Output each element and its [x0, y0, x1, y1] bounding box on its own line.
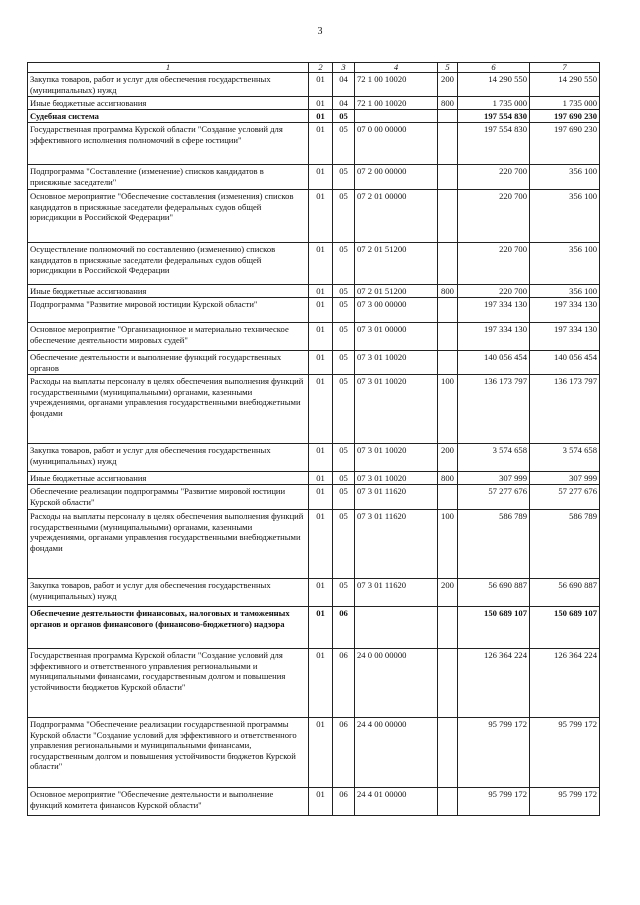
cell-target-article: 07 3 00 00000 [355, 298, 438, 323]
cell-expense-type: 200 [438, 73, 458, 97]
cell-sum-year-2: 197 690 230 [530, 123, 600, 165]
cell-sum-year-1: 57 277 676 [458, 485, 530, 510]
cell-name: Закупка товаров, работ и услуг для обеспечения государственных (муниципальных) нужд [28, 579, 309, 607]
table-row [28, 123, 600, 165]
cell-name: Расходы на выплаты персоналу в целях обеспечения выполнения функций государственными (муниципальными) органами, казенными учреждениями, органами управления государственными внебюджетными фондами [28, 510, 309, 579]
cell-sum-year-1: 586 789 [458, 510, 530, 579]
cell-name: Осуществление полномочий по составлению (изменению) списков кандидатов в присяжные заседатели федеральных судов общей юрисдикции в Российской Федерации [28, 243, 309, 285]
cell-expense-type [438, 351, 458, 375]
cell-sum-year-2: 14 290 550 [530, 73, 600, 97]
table-row [28, 579, 600, 607]
cell-subsection: 05 [333, 190, 355, 243]
cell-expense-type: 100 [438, 375, 458, 444]
cell-expense-type [438, 123, 458, 165]
cell-sum-year-1: 136 173 797 [458, 375, 530, 444]
cell-expense-type [438, 323, 458, 351]
cell-sum-year-1: 197 554 830 [458, 110, 530, 123]
cell-expense-type: 200 [438, 444, 458, 472]
table-row [28, 298, 600, 323]
cell-subsection: 05 [333, 444, 355, 472]
cell-expense-type: 800 [438, 97, 458, 110]
table-row [28, 607, 600, 649]
cell-section: 01 [309, 323, 333, 351]
cell-section: 01 [309, 243, 333, 285]
cell-section: 01 [309, 110, 333, 123]
cell-sum-year-2: 150 689 107 [530, 607, 600, 649]
cell-subsection: 05 [333, 510, 355, 579]
cell-sum-year-2: 197 690 230 [530, 110, 600, 123]
cell-section: 01 [309, 351, 333, 375]
cell-sum-year-1: 95 799 172 [458, 718, 530, 788]
table-row [28, 510, 600, 579]
cell-target-article: 07 3 01 10020 [355, 375, 438, 444]
cell-name: Подпрограмма "Обеспечение реализации государственной программы Курской области "Создание условий для эффективного и ответственного управления региональными и муниципальными финансами, государственным долгом и повышения устойчивости бюджетов Курской области" [28, 718, 309, 788]
cell-target-article: 07 2 01 51200 [355, 285, 438, 298]
table-row [28, 165, 600, 190]
table-row [28, 444, 600, 472]
cell-section: 01 [309, 649, 333, 718]
cell-subsection: 04 [333, 97, 355, 110]
cell-subsection: 05 [333, 243, 355, 285]
cell-name: Иные бюджетные ассигнования [28, 285, 309, 298]
cell-sum-year-1: 220 700 [458, 243, 530, 285]
cell-section: 01 [309, 285, 333, 298]
cell-section: 01 [309, 718, 333, 788]
cell-expense-type: 200 [438, 579, 458, 607]
cell-sum-year-2: 3 574 658 [530, 444, 600, 472]
table-row [28, 97, 600, 110]
cell-sum-year-2: 356 100 [530, 243, 600, 285]
cell-sum-year-2: 197 334 130 [530, 323, 600, 351]
cell-expense-type [438, 165, 458, 190]
cell-sum-year-1: 95 799 172 [458, 788, 530, 816]
table-row [28, 323, 600, 351]
cell-section: 01 [309, 607, 333, 649]
cell-sum-year-2: 197 334 130 [530, 298, 600, 323]
cell-subsection: 06 [333, 788, 355, 816]
cell-section: 01 [309, 97, 333, 110]
cell-target-article: 24 4 01 00000 [355, 788, 438, 816]
cell-name: Обеспечение деятельности и выполнение функций государственных органов [28, 351, 309, 375]
cell-sum-year-2: 126 364 224 [530, 649, 600, 718]
cell-subsection: 05 [333, 298, 355, 323]
cell-subsection: 05 [333, 485, 355, 510]
table-row [28, 788, 600, 816]
cell-sum-year-2: 56 690 887 [530, 579, 600, 607]
cell-target-article: 24 0 00 00000 [355, 649, 438, 718]
table-row [28, 485, 600, 510]
cell-section: 01 [309, 73, 333, 97]
cell-name: Государственная программа Курской области "Создание условий для эффективного и ответственного управления региональными и муниципальными финансами, государственным долгом и повышения устойчивости бюджетов Курской области" [28, 649, 309, 718]
cell-expense-type [438, 718, 458, 788]
cell-name: Государственная программа Курской области "Создание условий для эффективного исполнения полномочий в сфере юстиции" [28, 123, 309, 165]
column-header-expense-type: 5 [438, 63, 458, 73]
column-header-sum-year-2: 7 [530, 63, 600, 73]
cell-subsection: 05 [333, 579, 355, 607]
page-number: 3 [317, 26, 323, 37]
cell-target-article: 07 0 00 00000 [355, 123, 438, 165]
table-header-row [28, 63, 600, 73]
table-row [28, 73, 600, 97]
table-row [28, 649, 600, 718]
column-header-section: 2 [309, 63, 333, 73]
cell-section: 01 [309, 375, 333, 444]
cell-subsection: 05 [333, 123, 355, 165]
table-row [28, 351, 600, 375]
cell-name: Закупка товаров, работ и услуг для обеспечения государственных (муниципальных) нужд [28, 444, 309, 472]
cell-target-article: 07 3 01 10020 [355, 472, 438, 485]
cell-target-article [355, 110, 438, 123]
cell-sum-year-1: 220 700 [458, 165, 530, 190]
table-row [28, 375, 600, 444]
cell-subsection: 06 [333, 607, 355, 649]
cell-subsection: 05 [333, 110, 355, 123]
table-row [28, 472, 600, 485]
cell-expense-type [438, 298, 458, 323]
cell-expense-type: 800 [438, 472, 458, 485]
cell-target-article: 07 3 01 10020 [355, 351, 438, 375]
cell-sum-year-1: 220 700 [458, 285, 530, 298]
cell-expense-type [438, 607, 458, 649]
cell-sum-year-1: 197 334 130 [458, 298, 530, 323]
cell-sum-year-2: 57 277 676 [530, 485, 600, 510]
cell-section: 01 [309, 123, 333, 165]
cell-expense-type [438, 788, 458, 816]
cell-expense-type [438, 649, 458, 718]
cell-section: 01 [309, 579, 333, 607]
cell-target-article: 07 3 01 11620 [355, 510, 438, 579]
cell-subsection: 05 [333, 165, 355, 190]
cell-subsection: 05 [333, 285, 355, 298]
column-header-name: 1 [28, 63, 309, 73]
cell-name: Обеспечение реализации подпрограммы "Развитие мировой юстиции Курской области" [28, 485, 309, 510]
cell-target-article [355, 607, 438, 649]
cell-expense-type [438, 243, 458, 285]
column-header-sum-year-1: 6 [458, 63, 530, 73]
cell-section: 01 [309, 472, 333, 485]
cell-target-article: 72 1 00 10020 [355, 73, 438, 97]
cell-target-article: 07 3 01 10020 [355, 444, 438, 472]
table-row [28, 285, 600, 298]
cell-name: Расходы на выплаты персоналу в целях обеспечения выполнения функций государственными (муниципальными) органами, казенными учреждениями, органами управления государственными внебюджетными фондами [28, 375, 309, 444]
cell-expense-type [438, 485, 458, 510]
cell-sum-year-1: 126 364 224 [458, 649, 530, 718]
cell-name: Обеспечение деятельности финансовых, налоговых и таможенных органов и органов финансового (финансово-бюджетного) надзора [28, 607, 309, 649]
cell-sum-year-1: 220 700 [458, 190, 530, 243]
cell-sum-year-2: 95 799 172 [530, 788, 600, 816]
cell-sum-year-2: 356 100 [530, 165, 600, 190]
cell-expense-type [438, 190, 458, 243]
cell-name: Подпрограмма "Составление (изменение) списков кандидатов в присяжные заседатели" [28, 165, 309, 190]
cell-target-article: 07 3 01 11620 [355, 485, 438, 510]
cell-subsection: 06 [333, 718, 355, 788]
cell-sum-year-2: 356 100 [530, 285, 600, 298]
cell-sum-year-1: 307 999 [458, 472, 530, 485]
cell-name: Иные бюджетные ассигнования [28, 472, 309, 485]
cell-name: Подпрограмма "Развитие мировой юстиции Курской области" [28, 298, 309, 323]
table-body [28, 73, 600, 816]
cell-sum-year-2: 136 173 797 [530, 375, 600, 444]
cell-subsection: 05 [333, 375, 355, 444]
cell-name: Основное мероприятие "Обеспечение составления (изменения) списков кандидатов в присяжные заседатели федеральных судов общей юрисдикции в Российской Федерации" [28, 190, 309, 243]
cell-target-article: 07 3 01 00000 [355, 323, 438, 351]
cell-section: 01 [309, 190, 333, 243]
cell-sum-year-2: 307 999 [530, 472, 600, 485]
cell-sum-year-1: 140 056 454 [458, 351, 530, 375]
cell-section: 01 [309, 444, 333, 472]
cell-section: 01 [309, 298, 333, 323]
cell-subsection: 05 [333, 323, 355, 351]
table-row [28, 110, 600, 123]
cell-name: Иные бюджетные ассигнования [28, 97, 309, 110]
cell-section: 01 [309, 788, 333, 816]
cell-name: Основное мероприятие "Обеспечение деятельности и выполнение функций комитета финансов Курской области" [28, 788, 309, 816]
cell-sum-year-2: 95 799 172 [530, 718, 600, 788]
cell-expense-type: 100 [438, 510, 458, 579]
cell-target-article: 07 2 00 00000 [355, 165, 438, 190]
cell-target-article: 07 3 01 11620 [355, 579, 438, 607]
cell-target-article: 24 4 00 00000 [355, 718, 438, 788]
table-row [28, 718, 600, 788]
budget-table [27, 62, 600, 816]
column-header-subsection: 3 [333, 63, 355, 73]
cell-sum-year-2: 1 735 000 [530, 97, 600, 110]
cell-sum-year-1: 197 334 130 [458, 323, 530, 351]
cell-name: Судебная система [28, 110, 309, 123]
column-header-target-article: 4 [355, 63, 438, 73]
cell-sum-year-1: 150 689 107 [458, 607, 530, 649]
cell-target-article: 07 2 01 00000 [355, 190, 438, 243]
cell-sum-year-2: 356 100 [530, 190, 600, 243]
cell-name: Закупка товаров, работ и услуг для обеспечения государственных (муниципальных) нужд [28, 73, 309, 97]
cell-section: 01 [309, 165, 333, 190]
cell-subsection: 06 [333, 649, 355, 718]
cell-subsection: 05 [333, 472, 355, 485]
cell-section: 01 [309, 510, 333, 579]
cell-sum-year-1: 1 735 000 [458, 97, 530, 110]
cell-sum-year-1: 14 290 550 [458, 73, 530, 97]
cell-sum-year-1: 197 554 830 [458, 123, 530, 165]
table-row [28, 190, 600, 243]
table-row [28, 243, 600, 285]
cell-sum-year-1: 3 574 658 [458, 444, 530, 472]
cell-sum-year-2: 140 056 454 [530, 351, 600, 375]
cell-target-article: 72 1 00 10020 [355, 97, 438, 110]
cell-sum-year-2: 586 789 [530, 510, 600, 579]
cell-target-article: 07 2 01 51200 [355, 243, 438, 285]
cell-expense-type: 800 [438, 285, 458, 298]
cell-sum-year-1: 56 690 887 [458, 579, 530, 607]
cell-expense-type [438, 110, 458, 123]
cell-subsection: 05 [333, 351, 355, 375]
cell-subsection: 04 [333, 73, 355, 97]
cell-section: 01 [309, 485, 333, 510]
cell-name: Основное мероприятие "Организационное и материально техническое обеспечение деятельности мировых судей" [28, 323, 309, 351]
